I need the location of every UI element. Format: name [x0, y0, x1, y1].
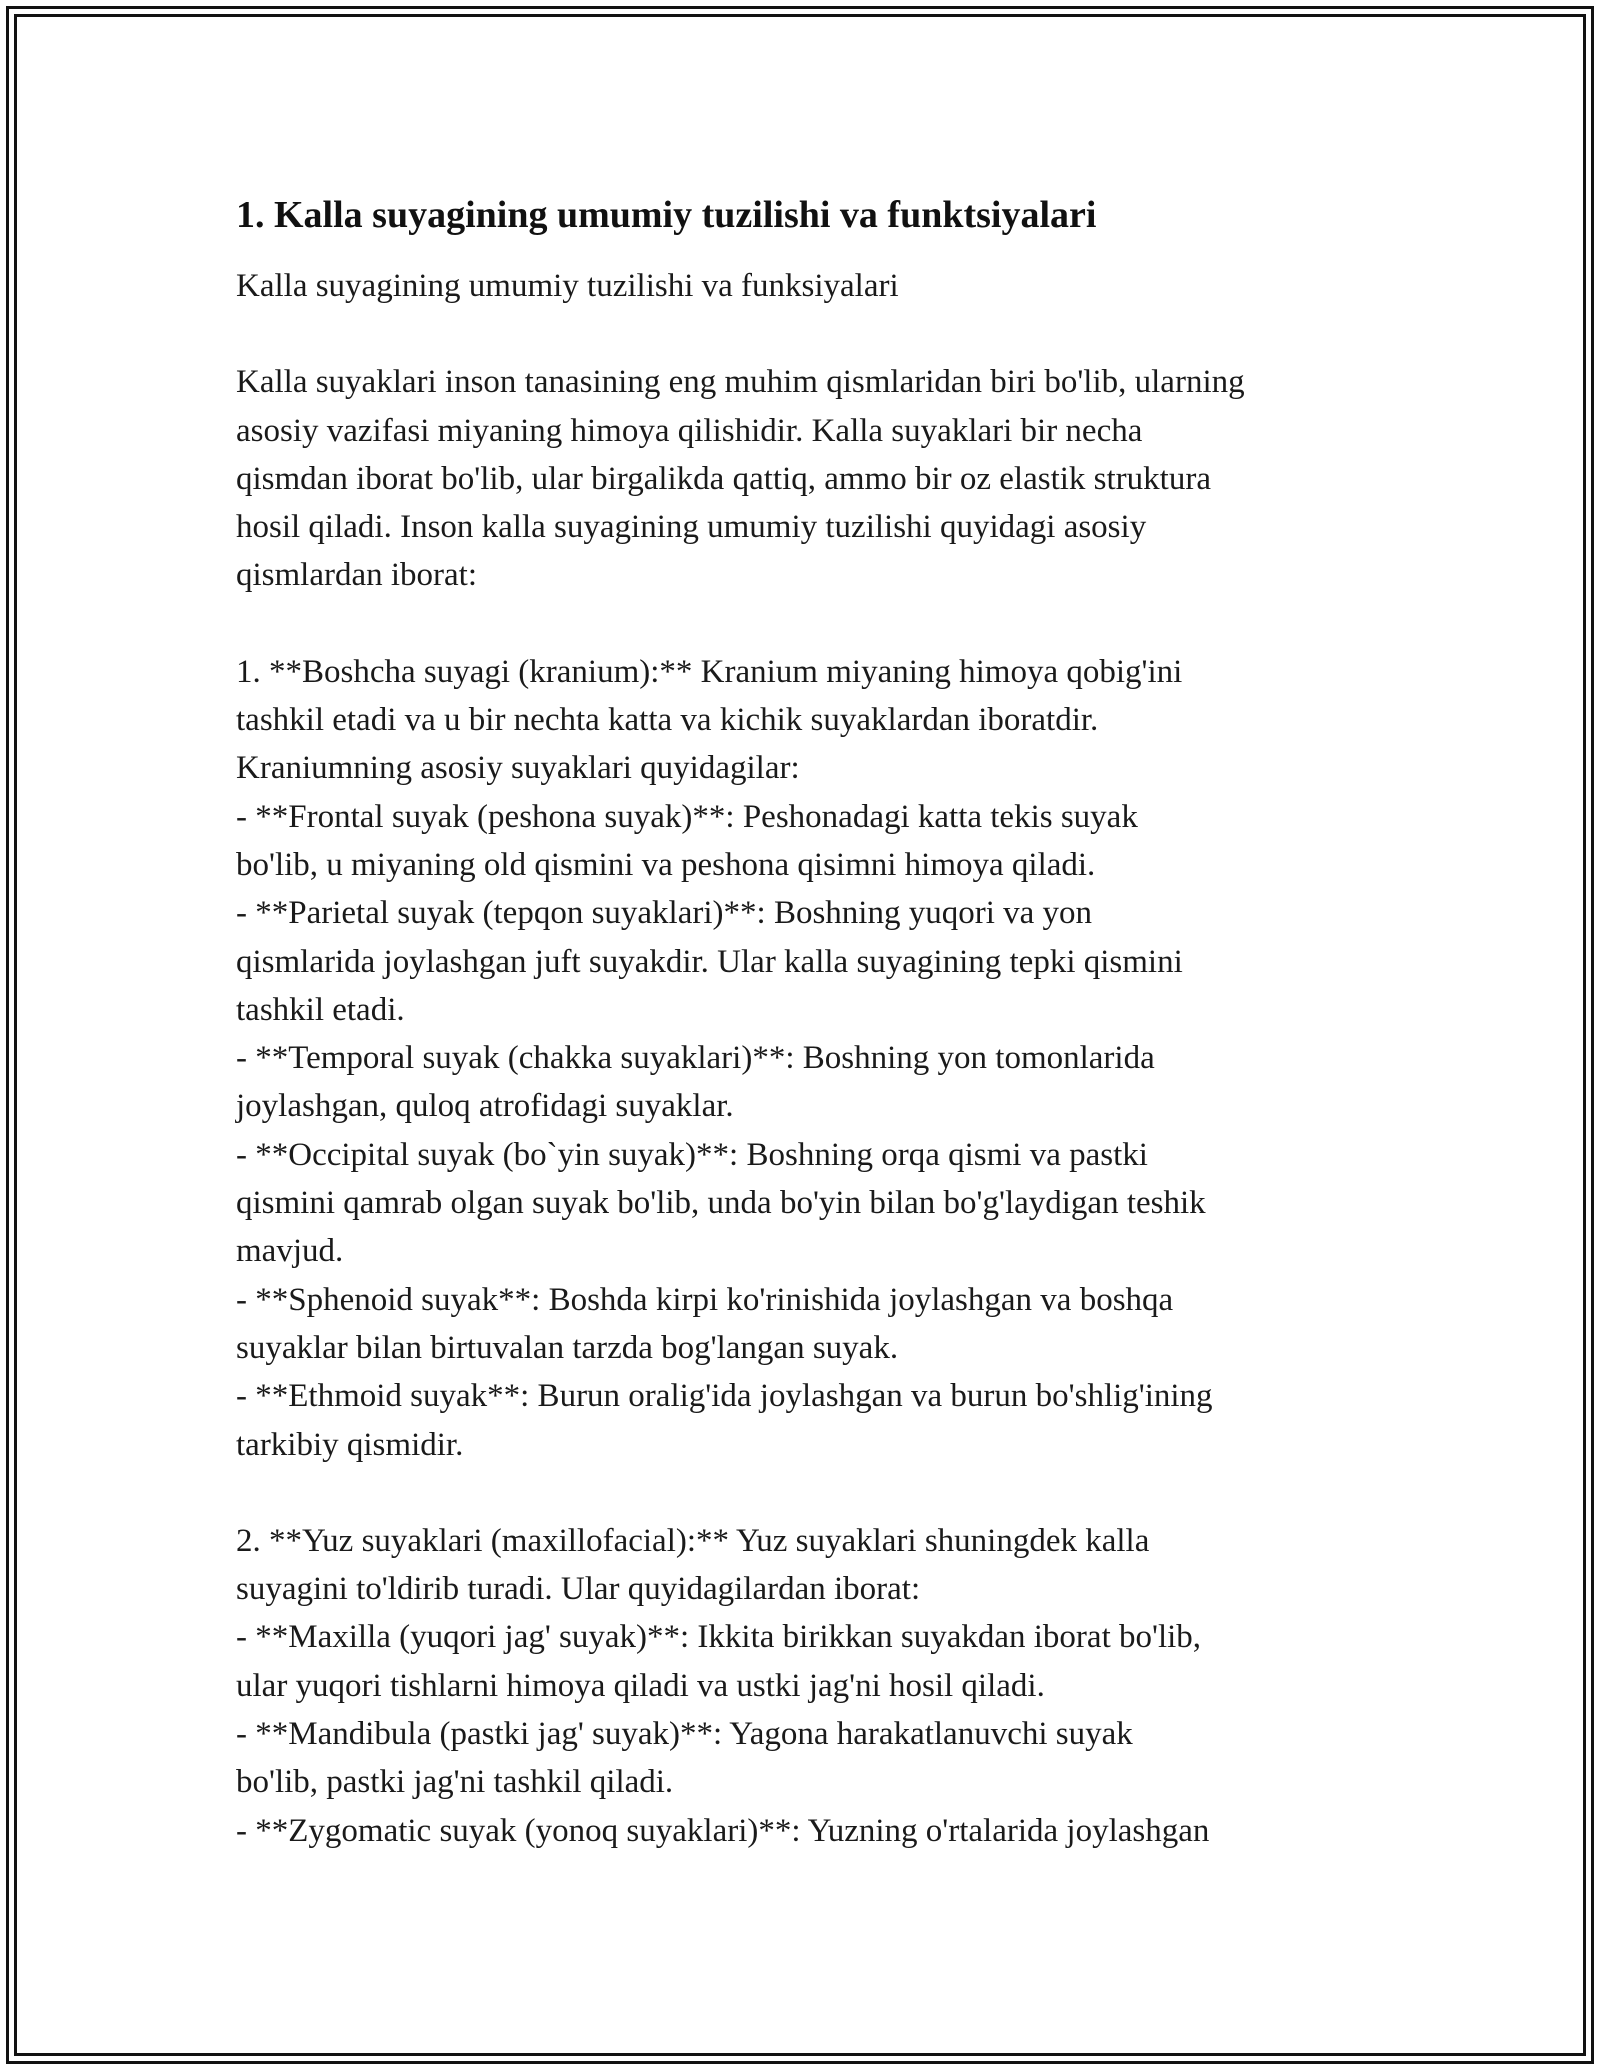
subtitle-paragraph: Kalla suyagining umumiy tuzilishi va funksiyalari [236, 268, 899, 304]
intro-paragraph: Kalla suyaklari inson tanasining eng muhim qismlaridan biri bo'lib, ularning asosiy vazifasi miyaning himoya qilishidir. Kalla suyaklari bir necha qismdan iborat bo'lib, ular birgalikda qattiq, ammo bir oz elastik struktura hosil qiladi. Inson kalla suyagining umumiy tuzilishi quyidagi asosiy qismlardan iborat: [236, 364, 1245, 594]
cranium-section: 1. **Boshcha suyagi (kranium):** Kranium miyaning himoya qobig'ini tashkil etadi va u bir nechta katta va kichik suyaklardan iboratdir. Kraniumning asosiy suyaklari quyidagilar: - **Frontal suyak (peshona suyak)**: Peshonadagi katta tekis suyak bo'lib, u miyaning old qismini va peshona qisimni himoya qiladi. - **Parietal suyak (tepqon suyaklari)**: Boshning yuqori va yon qismlarida joylashgan juft suyakdir. Ular kalla suyagining tepki qismini tashkil etadi. - **Temporal suyak (chakka suyaklari)**: Boshning yon tomonlarida joylashgan, quloq atrofidagi suyaklar. - **Occipital suyak (bo`yin suyak)**: Boshning orqa qismi va pastki qismini qamrab olgan suyak bo'lib, unda bo'yin bilan bo'g'laydigan teshik mavjud. - **Sphenoid suyak**: Boshda kirpi ko'rinishida joylashgan va boshqa suyaklar bilan birtuvalan tarzda bog'langan suyak. - **Ethmoid suyak**: Burun oralig'ida joylashgan va burun bo'shlig'ining tarkibiy qismidir. [236, 653, 1213, 1463]
facial-bones-section: 2. **Yuz suyaklari (maxillofacial):** Yuz suyaklari shuningdek kalla suyagini to'ldirib turadi. Ular quyidagilardan iborat: - **Maxilla (yuqori jag' suyak)**: Ikkita birikkan suyakdan iborat bo'lib, ular yuqori tishlarni himoya qiladi va ustki jag'ni hosil qiladi. - **Mandibula (pastki jag' suyak)**: Yagona harakatlanuvchi suyak bo'lib, pastki jag'ni tashkil qiladi. - **Zygomatic suyak (yonoq suyaklari)**: Yuzning o'rtalarida joylashgan [236, 1522, 1210, 1849]
document-body [236, 190, 1386, 1855]
section-heading: 1. Kalla suyagining umumiy tuzilishi va funktsiyalari [236, 194, 1097, 236]
